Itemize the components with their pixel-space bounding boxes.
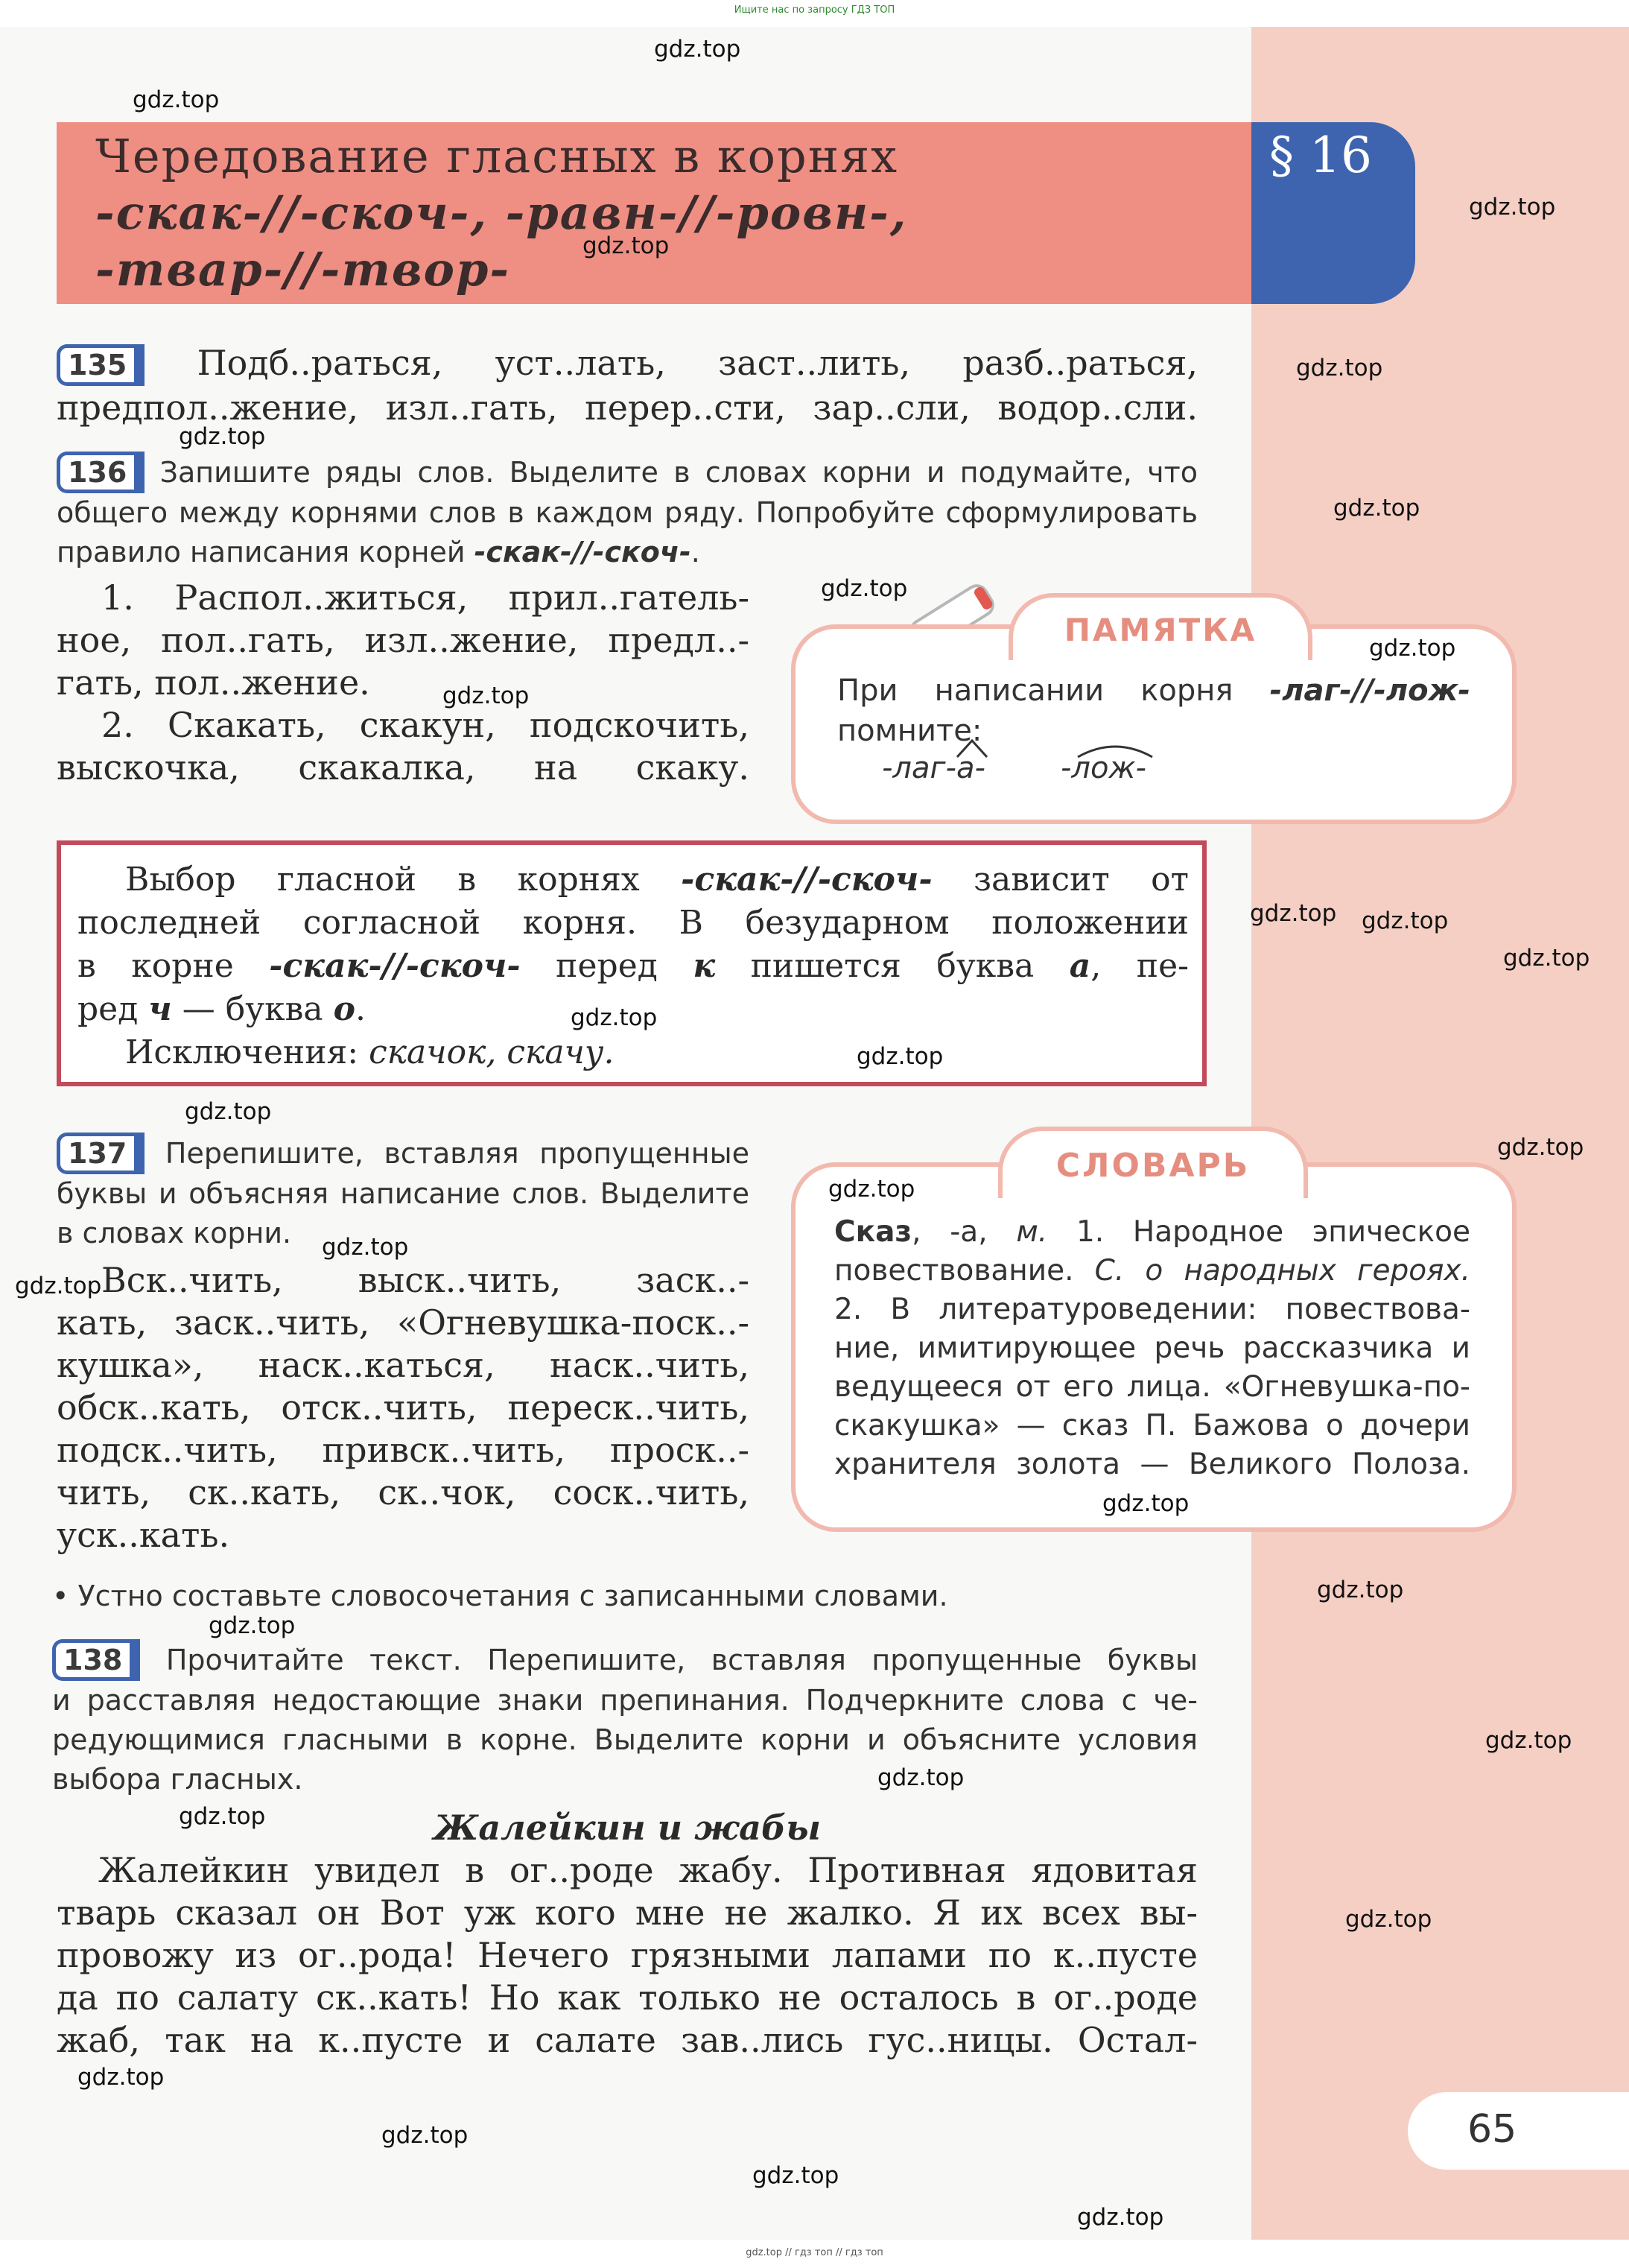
watermark: gdz.top [1369,635,1456,662]
exercise-136: 136 Запишите ряды слов. Выделите в словах корни и подумайте, что общего между корнями слов в каждом ряду. Попробуйте сформулировать правило написания корней -скак-//-скоч-. [57,452,1198,572]
exercise-135: 135 Подб..раться, уст..лать, заст..лить, разб..раться, предпол..жение, изл..гать, перер..сти, зар..сли, водор..сли. [57,343,1198,428]
watermark: gdz.top [442,682,530,709]
watermark: gdz.top [209,1612,296,1639]
watermark: gdz.top [1503,945,1590,972]
watermark: gdz.top [821,575,908,602]
watermark: gdz.top [133,86,220,113]
watermark: gdz.top [185,1098,272,1125]
paragraph-tab: § 16 [1251,122,1415,304]
section-title-bar [57,122,1253,304]
watermark: gdz.top [179,423,266,450]
top-search-hint[interactable]: Ищите нас по запросу ГДЗ ТОП [734,4,895,16]
watermark: gdz.top [1485,1727,1572,1754]
watermark: gdz.top [857,1043,944,1070]
section-title: Чередование гласных в корнях -скак-//-скоч-, -равн-//-ровн-, -твар-//-твор- [95,129,908,297]
watermark: gdz.top [1362,907,1449,934]
dictionary-headword: Сказ [834,1215,912,1249]
watermark: gdz.top [381,2122,469,2149]
watermark: gdz.top [77,2064,165,2091]
memo-text: При написании корня -лаг-//-лож- помните: -лаг-а- -лож- [837,671,1470,791]
watermark: gdz.top [582,232,670,259]
page-number: 65 [1467,2107,1517,2152]
exercise-136-words: 1. Распол..житься, прил..гатель- ное, пол..гать, изл..жение, предл..- гать, пол..жение. 2. Скакать, скакун, подскочить, выскочка, скакалка, на скаку. [57,577,749,788]
dictionary-entry: Сказ, -а, м. 1. Народное эпическое повествование. С. о народных героях. 2. В литературоведении: повествова- ние, имитирующее речь рассказчика и ведущееся от его лица. «Огневушка-по- скакушка» — сказ П. Бажова о дочери хранителя золота — Великого Полоза. [834,1215,1470,1481]
exercise-number: 135 [57,344,145,386]
watermark: gdz.top [1469,194,1556,221]
exercise-number: 136 [57,452,145,493]
watermark: gdz.top [1250,900,1337,927]
rule-text: Выбор гласной в корнях -скак-//-скоч- зависит от последней согласной корня. В безударном положении в корне -скак-//-скоч- перед к пишется буква а, пе- ред ч — буква о. Исключения: скачок, скачу. [77,861,1189,1071]
memo-example-lozh: -лож- [1061,751,1146,785]
dictionary-tab: СЛОВАРЬ [998,1127,1308,1198]
memo-example-lag: -лаг-а- [882,751,985,785]
story-text: Жалейкин увидел в ог..роде жабу. Противная ядовитая тварь сказал он Вот уж кого мне не жалко. Я их всех вы- провожу из ог..рода! Нечего грязными лапами по к..пусте да по салату ск..кать! Но как только не осталось в ог..роде жаб, так на к..пусте и салате зав..лись гус..ницы. Остал- [57,1850,1198,2060]
watermark: gdz.top [1345,1906,1432,1933]
exercise-137-task: • Устно составьте словосочетания с записанными словами. [52,1580,948,1612]
exercise-137: 137 Перепишите, вставляя пропущенные буквы и объясняя написание слов. Выделите в словах корни. [57,1133,749,1253]
story-title: Жалейкин и жабы [433,1808,821,1848]
arc-mark-icon [1074,741,1156,760]
watermark: gdz.top [571,1004,658,1031]
bottom-link[interactable]: gdz.top // гдз топ // гдз топ [746,2247,883,2258]
watermark: gdz.top [322,1234,409,1261]
stress-mark-icon [953,738,991,760]
bullet-icon: • [52,1580,69,1612]
watermark: gdz.top [179,1803,266,1830]
watermark: gdz.top [15,1273,102,1299]
watermark: gdz.top [1102,1490,1190,1517]
exercise-number: 137 [57,1133,145,1174]
page-number-tab [1408,2092,1629,2170]
watermark: gdz.top [877,1764,965,1791]
watermark: gdz.top [1296,355,1383,381]
exercise-138: 138 Прочитайте текст. Перепишите, вставляя пропущенные буквы и расставляя недостающие знаки препинания. Подчеркните слова с че- редующимися гласными в корне. Выделите корни и объясните условия выбора гласных. [52,1639,1198,1799]
watermark: gdz.top [1333,495,1420,522]
watermark: gdz.top [752,2162,839,2189]
watermark: gdz.top [1077,2204,1164,2231]
watermark: gdz.top [1317,1577,1404,1603]
memo-tab: ПАМЯТКА [1009,593,1312,660]
rule-box [57,840,1207,1086]
watermark: gdz.top [828,1176,915,1203]
exercise-137-words: Вск..чить, выск..чить, заск..- кать, заск..чить, «Огневушка-поск..- кушка», наск..каться, наск..чить, обск..кать, отск..чить, переск..чить, подск..чить, привск..чить, проск..- чить, ск..кать, ск..чок, соск..чить, уск..кать. [57,1260,749,1555]
exercise-number: 138 [52,1639,140,1681]
watermark: gdz.top [1497,1134,1584,1161]
watermark: gdz.top [654,36,741,63]
